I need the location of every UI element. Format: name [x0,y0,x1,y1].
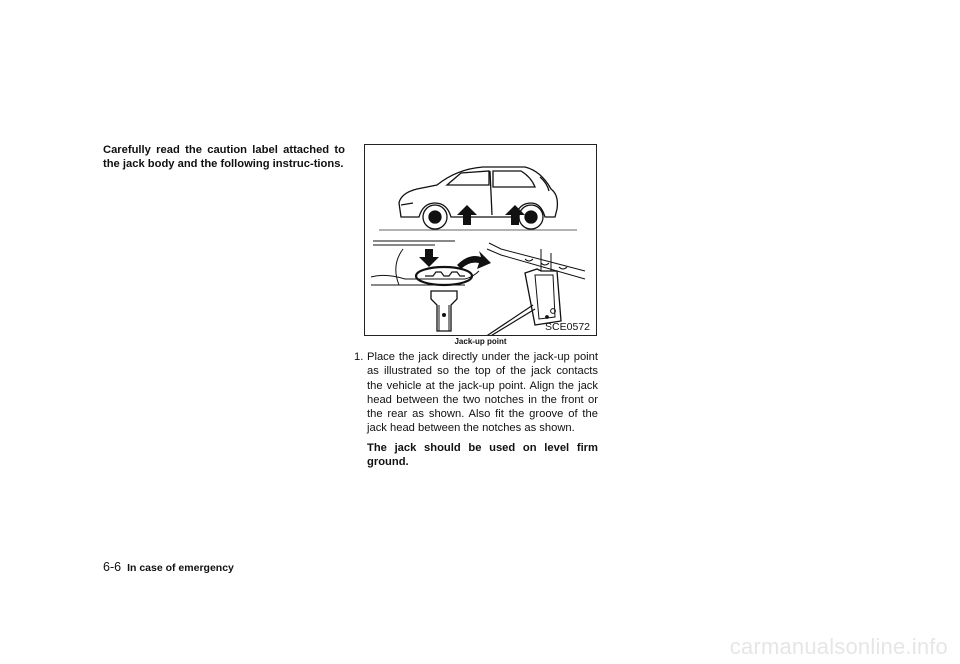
page-footer [103,560,234,574]
arrow-down-icon [419,249,439,267]
arrow-up-icon [457,205,525,225]
page-number: 6-6 [103,560,122,574]
step-number: 1. [354,351,364,363]
step-text: Place the jack directly under the jack-up point as illustrated so the top of the jack contacts the vehicle at the jack-up point. Align the jack head between the two notches in the front or the rear as shown. Also fit the groove of the jack head between the notches as shown. [367,351,598,435]
figure-code: SCE0572 [545,321,590,333]
figure-caption: Jack-up point [454,337,507,346]
car-icon [399,167,557,229]
step-1 [354,350,598,436]
jack-up-illustration [364,144,597,336]
intro-paragraph: Carefully read the caution label attached to the jack body and the following instruc-tions. [103,144,345,171]
level-ground-warning: The jack should be used on level firm ground. [367,442,598,469]
curved-arrow-icon [457,251,491,269]
section-title: In case of emergency [127,562,234,574]
watermark: carmanualsonline.info [729,634,948,659]
jack-up-diagram [365,145,597,336]
